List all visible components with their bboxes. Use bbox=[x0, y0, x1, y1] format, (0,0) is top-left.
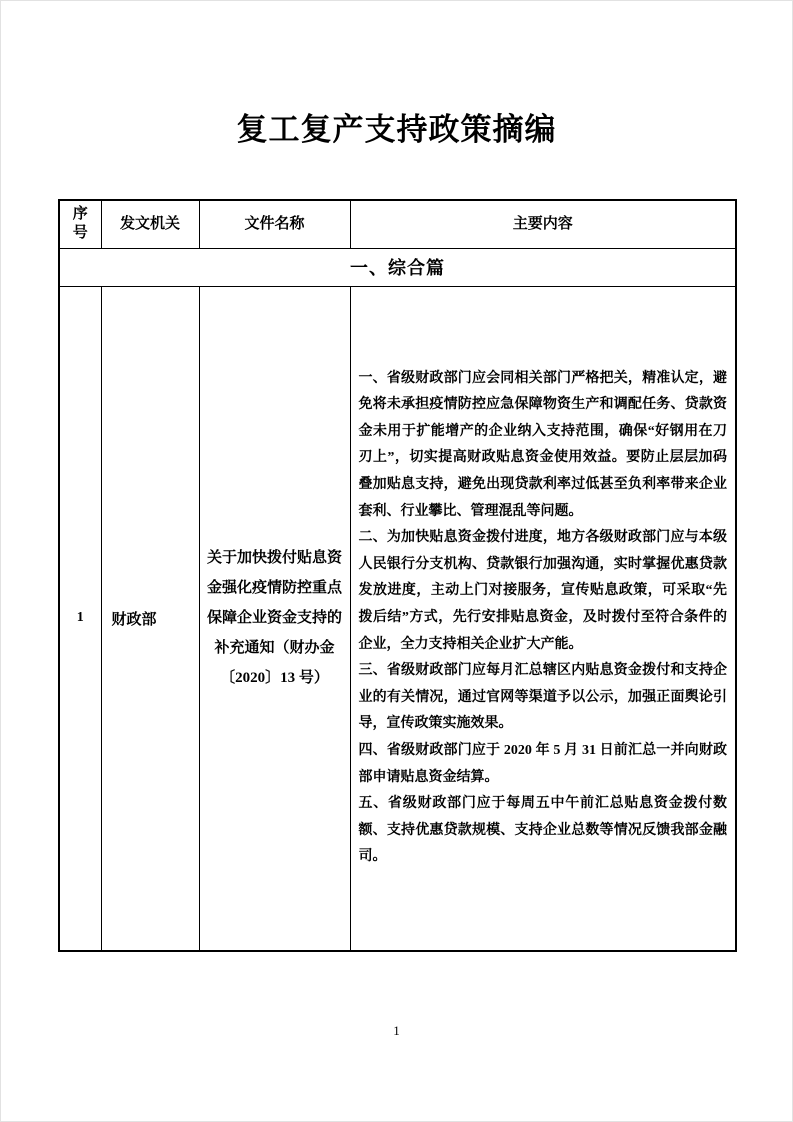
row-index-cell: 1 bbox=[59, 286, 101, 951]
main-content-cell bbox=[350, 286, 736, 951]
doc-name-cell: 关于加快拨付贴息资金强化疫情防控重点保障企业资金支持的补充通知（财办金〔2020〕13 号） bbox=[199, 286, 350, 951]
agency-cell: 财政部 bbox=[101, 286, 199, 951]
table-header-row bbox=[59, 200, 736, 248]
column-header-index: 序号 bbox=[59, 200, 101, 248]
column-header-agency: 发文机关 bbox=[101, 200, 199, 248]
page-number: 1 bbox=[393, 1023, 400, 1038]
content-paragraph: 二、为加快贴息资金拨付进度，地方各级财政部门应与本级人民银行分支机构、贷款银行加强沟通，实时掌握优惠贷款发放进度，主动上门对接服务，宣传贴息政策，可采取“先拨后结”方式，先行安排贴息资金，及时拨付至符合条件的企业，全力支持相关企业扩大产能。 bbox=[358, 530, 727, 652]
column-header-doc-name: 文件名称 bbox=[199, 200, 350, 248]
policy-table bbox=[58, 199, 737, 952]
page-title: 复工复产支持政策摘编 bbox=[236, 112, 557, 147]
content-paragraph: 五、省级财政部门应于每周五中午前汇总贴息资金拨付数额、支持优惠贷款规模、支持企业总数等情况反馈我部金融司。 bbox=[358, 796, 727, 865]
column-header-main-content: 主要内容 bbox=[350, 200, 736, 248]
content-paragraph: 一、省级财政部门应会同相关部门严格把关，精准认定，避免将未承担疫情防控应急保障物资生产和调配任务、贷款资金未用于扩能增产的企业纳入支持范围，确保“好钢用在刀刃上”，切实提高财政贴息资金使用效益。要防止层层加码叠加贴息支持，避免出现贷款利率过低甚至负利率带来企业套利、行业攀比、管理混乱等问题。 bbox=[358, 370, 727, 519]
section-title: 一、综合篇 bbox=[59, 248, 736, 286]
content-paragraph: 四、省级财政部门应于 2020 年 5 月 31 日前汇总一并向财政部申请贴息资金结算。 bbox=[358, 742, 727, 785]
content-paragraph: 三、省级财政部门应每月汇总辖区内贴息资金拨付和支持企业的有关情况，通过官网等渠道予以公示，加强正面舆论引导，宣传政策实施效果。 bbox=[358, 663, 727, 732]
table-row bbox=[59, 286, 736, 951]
section-header-row bbox=[59, 248, 736, 286]
